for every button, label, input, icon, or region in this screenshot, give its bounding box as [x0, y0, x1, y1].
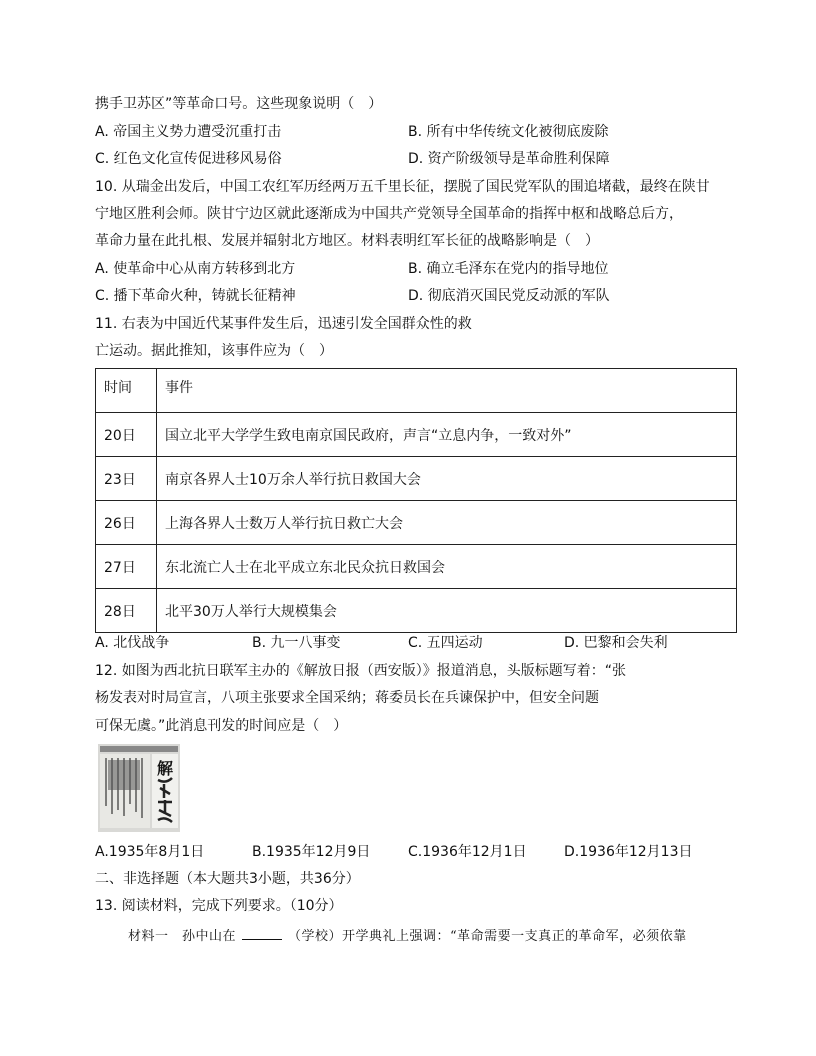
table-row	[96, 545, 737, 589]
table-row	[96, 501, 737, 545]
table-cell-event: 南京各界人士10万余人举行抗日救国大会	[157, 457, 737, 501]
section-heading: 二、非选择题（本大题共3小题，共36分）	[95, 871, 360, 887]
q11-option-a: A. 北伐战争	[95, 635, 170, 651]
table-cell-event: 北平30万人举行大规模集会	[157, 589, 737, 633]
q9-stem-tail: 携手卫苏区”等革命口号。这些现象说明（ ）	[95, 96, 383, 112]
q10-option-d: D. 彻底消灭国民党反动派的军队	[408, 288, 610, 304]
table-row	[96, 413, 737, 457]
q12-option-d: D.1936年12月13日	[564, 844, 693, 860]
table-cell-event: 国立北平大学学生致电南京国民政府，声言“立息内争，一致对外”	[157, 413, 737, 457]
table-cell-date: 20日	[96, 413, 157, 457]
q10-option-b: B. 确立毛泽东在党内的指导地位	[408, 261, 609, 277]
q12-option-b: B.1935年12月9日	[252, 844, 371, 860]
q10-option-c: C. 播下革命火种，铸就长征精神	[95, 288, 296, 304]
table-cell-date: 28日	[96, 589, 157, 633]
fill-blank	[242, 927, 282, 940]
table-row	[96, 589, 737, 633]
table-cell-date: 26日	[96, 501, 157, 545]
q12-option-a: A.1935年8月1日	[95, 844, 205, 860]
q10-stem-line3: 革命力量在此扎根、发展并辐射北方地区。材料表明红军长征的战略影响是（ ）	[95, 233, 599, 249]
table-header-event: 事件	[157, 369, 737, 413]
table-cell-event: 上海各界人士数万人举行抗日救亡大会	[157, 501, 737, 545]
q9-option-b: B. 所有中华传统文化被彻底废除	[408, 124, 609, 140]
q12-option-c: C.1936年12月1日	[408, 844, 527, 860]
table-cell-date: 23日	[96, 457, 157, 501]
table-row	[96, 457, 737, 501]
q13-stem: 13. 阅读材料，完成下列要求。（10分）	[95, 898, 343, 914]
table-header-row	[96, 369, 737, 413]
q10-option-a: A. 使革命中心从南方转移到北方	[95, 261, 296, 277]
q11-option-d: D. 巴黎和会失利	[564, 635, 668, 651]
table-cell-event: 东北流亡人士在北平成立东北民众抗日救国会	[157, 545, 737, 589]
newspaper-title-char-1: 解	[156, 759, 174, 778]
material-one-suffix: （学校）开学典礼上强调：“革命需要一支真正的革命军，必须依靠	[288, 929, 687, 944]
q12-stem-line3: 可保无虞。”此消息刊发的时间应是（ ）	[95, 718, 348, 734]
q11-stem-line1: 11. 右表为中国近代某事件发生后，迅速引发全国群众性的救	[95, 316, 472, 332]
material-one-prefix: 材料一 孙中山在	[128, 929, 237, 944]
q9-option-c: C. 红色文化宣传促进移风易俗	[95, 151, 282, 167]
q11-option-c: C. 五四运动	[408, 635, 483, 651]
newspaper-image	[98, 744, 180, 832]
q12-stem-line1: 12. 如图为西北抗日联军主办的《解放日报（西安版）》报道消息，头版标题写着：“张	[95, 663, 626, 679]
newspaper-photo	[98, 744, 180, 832]
q10-stem-line2: 宁地区胜利会师。陕甘宁边区就此逐渐成为中国共产党领导全国革命的指挥中枢和战略总后方，	[95, 206, 683, 222]
events-table	[95, 368, 737, 633]
q10-stem-line1: 10. 从瑞金出发后，中国工农红军历经两万五千里长征，摆脱了国民党军队的围追堵截，最终在陕甘	[95, 179, 710, 195]
q9-option-a: A. 帝国主义势力遭受沉重打击	[95, 124, 282, 140]
table-cell-date: 27日	[96, 545, 157, 589]
q12-stem-line2: 杨发表对时局宣言，八项主张要求全国采纳；蒋委员长在兵谏保护中，但安全问题	[95, 690, 599, 706]
q9-option-d: D. 资产阶级领导是革命胜利保障	[408, 151, 610, 167]
q11-option-b: B. 九一八事变	[252, 635, 341, 651]
table-header-time: 时间	[96, 369, 157, 413]
q11-stem-line2: 亡运动。据此推知，该事件应为（ ）	[95, 343, 333, 359]
material-one	[128, 925, 687, 944]
